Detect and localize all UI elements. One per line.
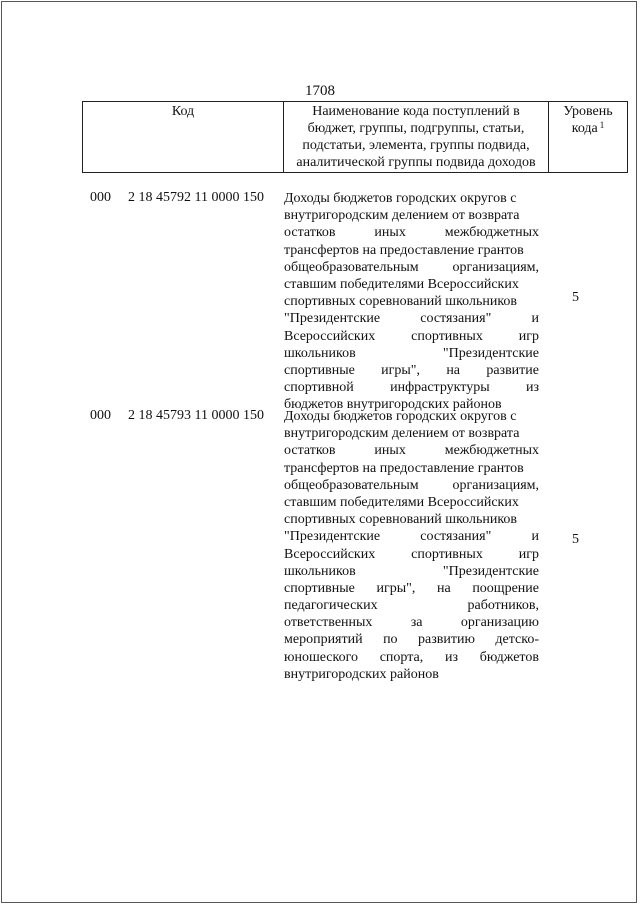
row-name	[284, 408, 539, 683]
row-name-word: на	[436, 580, 451, 596]
row-name-word: школьников	[284, 563, 356, 579]
row-name-word: "Президентские	[284, 311, 381, 327]
row-name-word: состязания"	[420, 529, 492, 545]
row-name-word: игры",	[381, 362, 421, 378]
row-name-word: иных	[374, 225, 406, 241]
row-name-line	[284, 242, 539, 259]
row-name-word: на	[446, 362, 461, 378]
header-name-line: подстатьи, элемента, группы подвида,	[302, 138, 530, 153]
row-name-word: развитие	[486, 362, 539, 378]
row-name-line	[284, 276, 539, 293]
row-name-word: остатков	[284, 443, 336, 459]
row-name-word: трансфертов на предоставление грантов	[284, 460, 524, 476]
header-name	[284, 102, 549, 173]
row-name-word: спортивные	[284, 580, 355, 596]
row-name-word: по	[383, 632, 398, 648]
row-name-word: развитию	[418, 632, 475, 648]
row-name-line	[284, 293, 539, 310]
row-name-line	[284, 528, 539, 545]
row-name-word: игр	[518, 328, 539, 344]
header-name-line: аналитической группы подвида доходов	[296, 155, 536, 170]
row-level: 5	[572, 290, 579, 305]
row-name-word: из	[444, 649, 458, 665]
row-name-word: межбюджетных	[444, 443, 539, 459]
row-name-line	[284, 649, 539, 666]
row-name-line	[284, 379, 539, 396]
row-name-line	[284, 310, 539, 327]
row-name-line	[284, 563, 539, 580]
row-name-word: и	[531, 311, 539, 327]
row-name-line	[284, 328, 539, 345]
row-name-word: Всероссийских	[284, 546, 376, 562]
row-name-line	[284, 631, 539, 648]
row-name-word: игр	[518, 546, 539, 562]
row-name-word: организациям,	[452, 477, 539, 493]
row-name-word: бюджетов внутригородских районов	[284, 397, 502, 413]
row-name-line	[284, 546, 539, 563]
table-header	[82, 101, 628, 173]
header-level-line: Уровень	[563, 104, 613, 119]
row-name-word: спортивной	[284, 380, 354, 396]
row-name-word: спорта,	[379, 649, 424, 665]
row-name-word: за	[410, 615, 423, 631]
row-name-word: ответственных	[284, 615, 373, 631]
row-name-line	[284, 511, 539, 528]
row-name-word: иных	[374, 443, 406, 459]
row-name-word: Доходы бюджетов городских округов с	[284, 191, 517, 206]
row-name-line	[284, 345, 539, 362]
row-name-line	[284, 362, 539, 379]
row-name	[284, 190, 539, 413]
row-name-word: юношеского	[284, 649, 358, 665]
header-level-word: кода	[571, 121, 598, 136]
row-code: 2 18 45792 11 0000 150	[128, 190, 264, 205]
row-name-word: поощрение	[472, 580, 539, 596]
row-name-word: бюджетов	[479, 649, 539, 665]
header-name-line: Наименование кода поступлений в	[312, 104, 520, 119]
row-name-word: из	[525, 380, 539, 396]
row-name-line	[284, 259, 539, 276]
row-code-prefix: 000	[90, 190, 111, 205]
row-name-word: внутригородским делением от возврата	[284, 426, 520, 442]
page-number: 1708	[305, 83, 335, 99]
row-name-line	[284, 207, 539, 224]
row-name-word: межбюджетных	[444, 225, 539, 241]
row-name-line	[284, 597, 539, 614]
row-name-line	[284, 425, 539, 442]
row-name-word: спортивных	[411, 328, 483, 344]
row-name-line	[284, 494, 539, 511]
row-name-word: работников,	[467, 598, 539, 614]
row-code-prefix: 000	[90, 408, 111, 423]
row-name-word: спортивных	[411, 546, 483, 562]
row-name-word: "Президентские	[442, 563, 539, 579]
footnote-marker: 1	[599, 120, 605, 130]
row-name-word: организациям,	[452, 259, 539, 275]
row-name-word: остатков	[284, 225, 336, 241]
row-name-word: организацию	[460, 615, 539, 631]
row-name-word: и	[531, 529, 539, 545]
row-name-word: мероприятий	[284, 632, 363, 648]
row-name-word: состязания"	[420, 311, 492, 327]
row-name-word: спортивных соревнований школьников	[284, 512, 518, 528]
row-name-word: ставшим победителями Всероссийских	[284, 494, 519, 510]
row-name-word: спортивные	[284, 362, 355, 378]
row-name-word: "Президентские	[442, 345, 539, 361]
row-name-word: Всероссийских	[284, 328, 376, 344]
row-name-word: игры",	[376, 580, 416, 596]
row-name-word: внутригородским делением от возврата	[284, 208, 520, 224]
header-level-line	[552, 120, 624, 137]
row-name-line	[284, 477, 539, 494]
row-name-word: внутригородских районов	[284, 666, 439, 682]
row-name-word: общеобразовательным	[284, 477, 419, 493]
row-name-line	[284, 224, 539, 241]
row-name-word: общеобразовательным	[284, 259, 419, 275]
row-code: 2 18 45793 11 0000 150	[128, 408, 264, 423]
row-name-word: спортивных соревнований школьников	[284, 294, 518, 310]
header-name-line: бюджет, группы, подгруппы, статьи,	[307, 121, 525, 136]
header-level	[549, 102, 628, 173]
header-code: Код	[83, 102, 284, 173]
row-name-line	[284, 408, 539, 425]
row-name-word: детско-	[495, 632, 539, 648]
row-name-line	[284, 614, 539, 631]
row-name-word: Доходы бюджетов городских округов с	[284, 409, 517, 424]
row-name-word: "Президентские	[284, 529, 381, 545]
row-name-word: школьников	[284, 345, 356, 361]
row-name-word: трансфертов на предоставление грантов	[284, 242, 524, 258]
row-name-line	[284, 580, 539, 597]
row-name-line	[284, 460, 539, 477]
row-level: 5	[572, 532, 579, 547]
row-name-line	[284, 666, 539, 683]
row-name-line	[284, 190, 539, 207]
row-name-word: педагогических	[284, 598, 378, 614]
row-name-word: ставшим победителями Всероссийских	[284, 276, 519, 292]
row-name-line	[284, 442, 539, 459]
row-name-word: инфраструктуры	[390, 380, 490, 396]
